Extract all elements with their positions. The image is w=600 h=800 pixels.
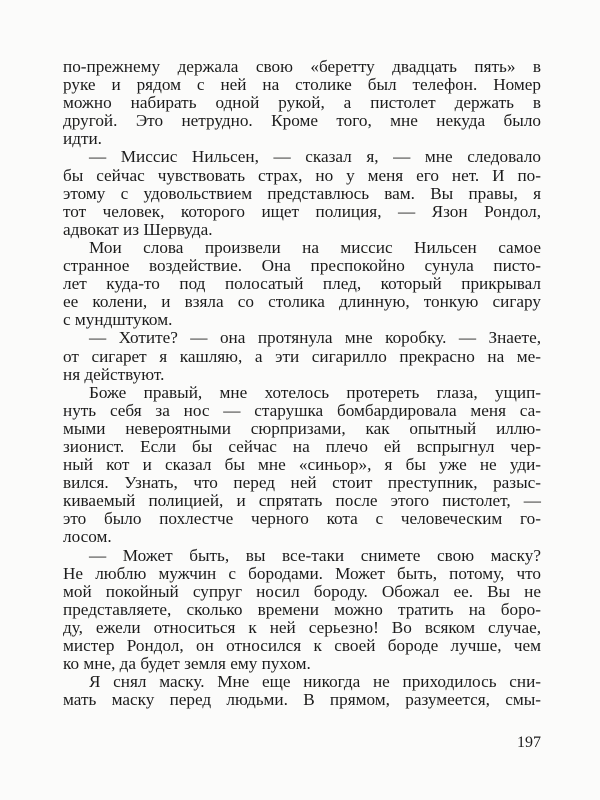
text-line: странное воздействие. Она преспокойно сунула писто- xyxy=(63,256,541,276)
text-line: мой покойный супруг носил бороду. Обожал ее. Вы не xyxy=(63,581,541,601)
paragraph xyxy=(63,148,541,238)
text-line: нуть себя за нос — старушка бомбардировала меня са- xyxy=(63,400,541,420)
text-line: Боже правый, мне хотелось протереть глаза, ущип- xyxy=(89,382,541,402)
paragraph xyxy=(63,384,541,547)
text-line: ко мне, да будет земля ему пухом. xyxy=(63,654,311,674)
text-line: ный кот и сказал бы мне «синьор», я бы уже не уди- xyxy=(63,455,541,475)
text-line: руке и рядом с ней на столике был телефон. Номер xyxy=(63,75,541,95)
text-line: мыми невероятными сюрпризами, как опытный иллю- xyxy=(63,418,541,438)
text-line: ня действуют. xyxy=(63,364,165,384)
text-line: можно набирать одной рукой, а пистолет держать в xyxy=(63,93,541,113)
text-line: лосом. xyxy=(63,527,112,547)
paragraph xyxy=(63,239,541,329)
text-line: — Может быть, вы все-таки снимете свою маску? xyxy=(89,545,541,565)
paragraph xyxy=(63,547,541,674)
text-line: Я снял маску. Мне еще никогда не приходилось сни- xyxy=(89,672,541,692)
text-line: по-прежнему держала свою «беретту двадцать пять» в xyxy=(63,57,541,76)
text-line: киваемый полицией, и спрятать после этого пистолет, — xyxy=(63,491,541,511)
text-line: с мундштуком. xyxy=(63,310,173,330)
paragraph xyxy=(63,329,541,383)
text-line: лет куда-то под полосатый плед, который прикрывал xyxy=(63,274,541,294)
text-line: тот человек, которого ищет полиция, — Язон Рондол, xyxy=(63,201,541,221)
text-line: — Хотите? — она протянула мне коробку. — Знаете, xyxy=(89,328,541,348)
book-page-text xyxy=(63,58,541,709)
text-line: другой. Это нетрудно. Кроме того, мне некуда было xyxy=(63,111,541,131)
text-line: от сигарет я кашляю, а эти сигарилло прекрасно на ме- xyxy=(63,346,541,366)
text-line: мать маску перед людьми. В прямом, разумеется, смы- xyxy=(63,690,541,710)
paragraph xyxy=(63,673,541,709)
text-line: вился. Узнать, что перед ней стоит преступник, разыс- xyxy=(63,473,541,493)
text-line: зионист. Если бы сейчас на плечо ей вспрыгнул чер- xyxy=(63,436,541,456)
text-line: мистер Рондол, он относился к своей бороде лучше, чем xyxy=(63,636,541,655)
text-line: это было похлестче черного кота с человеческим го- xyxy=(63,509,541,529)
paragraph xyxy=(63,58,541,148)
text-line: этому с удовольствием представлюсь вам. Вы правы, я xyxy=(63,183,541,203)
text-line: ее колени, и взяла со столика длинную, тонкую сигару xyxy=(63,292,541,312)
text-line: бы сейчас чувствовать страх, но у меня его нет. И по- xyxy=(63,165,541,185)
text-line: Мои слова произвели на миссис Нильсен самое xyxy=(89,237,541,257)
text-line: идти. xyxy=(63,129,102,149)
text-line: представляете, сколько времени можно тратить на боро- xyxy=(63,599,541,619)
text-line: — Миссис Нильсен, — сказал я, — мне следовало xyxy=(89,147,541,167)
text-line: Не люблю мужчин с бородами. Может быть, потому, что xyxy=(63,563,541,583)
page-number: 197 xyxy=(517,734,541,751)
text-line: ду, ежели относиться к ней серьезно! Во всяком случае, xyxy=(63,617,541,637)
text-line: адвокат из Шервуда. xyxy=(63,219,213,239)
